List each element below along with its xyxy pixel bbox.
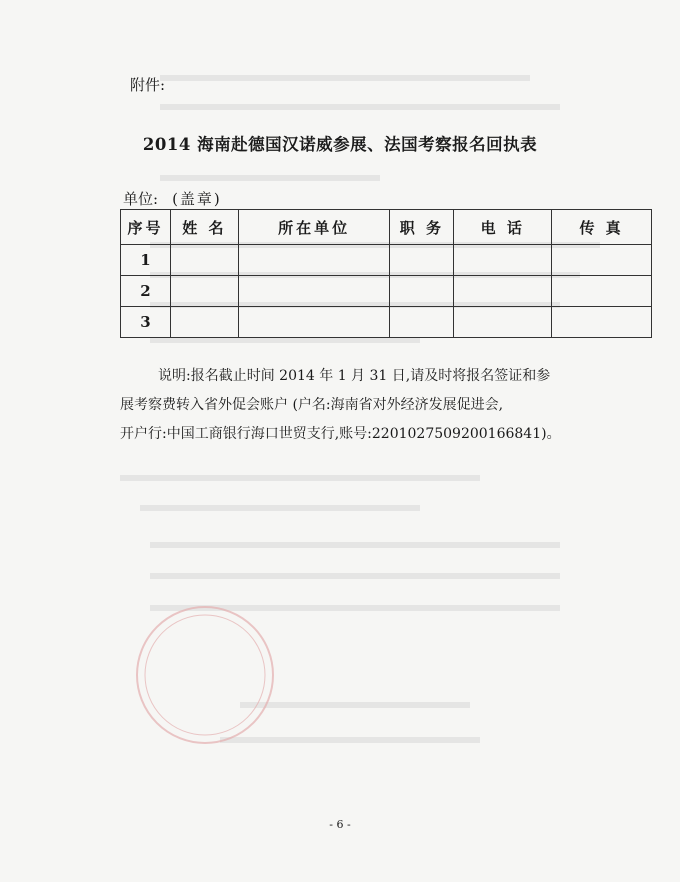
- header-position: 职 务: [390, 210, 454, 245]
- seal-trace: [137, 607, 273, 743]
- table-row: [121, 307, 652, 338]
- page-number: - 6 -: [329, 818, 351, 831]
- cell-position[interactable]: [390, 245, 454, 276]
- cell-phone[interactable]: [454, 245, 552, 276]
- cell-name[interactable]: [170, 276, 238, 307]
- row-serial: 2: [121, 276, 171, 307]
- cell-organization[interactable]: [238, 276, 390, 307]
- unit-line: [123, 188, 222, 209]
- header-organization: 所在单位: [238, 210, 390, 245]
- notes-line-1: 说明:报名截止时间 2014 年 1 月 31 日,请及时将报名签证和参: [158, 368, 551, 384]
- notes-line-2: 展考察费转入省外促会账户 (户名:海南省对外经济发展促进会,: [120, 397, 504, 413]
- row-serial: 1: [121, 245, 171, 276]
- header-name: 姓 名: [170, 210, 238, 245]
- registration-table: [120, 209, 652, 338]
- cell-position[interactable]: [390, 307, 454, 338]
- cell-organization[interactable]: [238, 245, 390, 276]
- annex-label: 附件:: [130, 76, 166, 94]
- row-serial: 3: [121, 307, 171, 338]
- cell-position[interactable]: [390, 276, 454, 307]
- notes-line-3: 开户行:中国工商银行海口世贸支行,账号:2201027509200166841)。: [120, 426, 561, 442]
- cell-phone[interactable]: [454, 307, 552, 338]
- header-phone: 电 话: [454, 210, 552, 245]
- cell-phone[interactable]: [454, 276, 552, 307]
- header-fax: 传 真: [552, 210, 652, 245]
- cell-organization[interactable]: [238, 307, 390, 338]
- stamp-note: (盖章): [172, 190, 222, 208]
- table-row: [121, 245, 652, 276]
- unit-label: 单位:: [123, 190, 159, 208]
- table-header-row: [121, 210, 652, 245]
- table-row: [121, 276, 652, 307]
- cell-name[interactable]: [170, 245, 238, 276]
- cell-fax[interactable]: [552, 307, 652, 338]
- header-serial: 序号: [121, 210, 171, 245]
- document-title: 2014 海南赴德国汉诺威参展、法国考察报名回执表: [142, 135, 538, 154]
- cell-fax[interactable]: [552, 276, 652, 307]
- notes-paragraph: [120, 362, 656, 449]
- cell-fax[interactable]: [552, 245, 652, 276]
- cell-name[interactable]: [170, 307, 238, 338]
